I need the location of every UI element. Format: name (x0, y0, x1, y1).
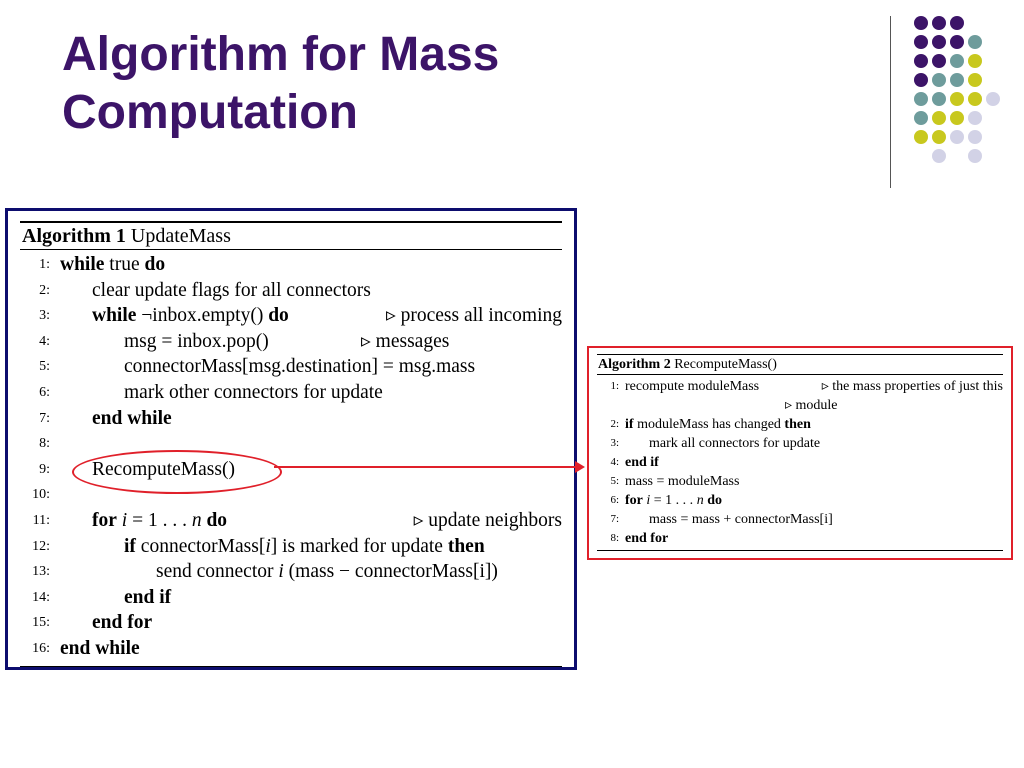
code-line (597, 396, 1003, 415)
code-variable: i (116, 509, 128, 531)
code-line (20, 636, 562, 662)
code-line (20, 508, 562, 534)
line-number: 3: (610, 437, 619, 449)
keyword: then (447, 535, 485, 557)
decor-dot (968, 35, 982, 49)
line-number: 4: (610, 456, 619, 468)
keyword: while (60, 254, 105, 275)
keyword: do (703, 493, 722, 508)
code-line (597, 453, 1003, 472)
code-text: moduleMass has changed (633, 417, 785, 432)
code-comment: ▹ messages (361, 330, 450, 352)
line-number: 10: (32, 487, 50, 503)
code-line (597, 415, 1003, 434)
highlight-arrow-line (274, 466, 576, 468)
slide-title-line-2: Computation (62, 86, 358, 139)
keyword: end if (124, 586, 172, 608)
decor-dot (914, 130, 928, 144)
code-variable: n (191, 509, 202, 531)
decor-dot (932, 54, 946, 68)
code-line (597, 491, 1003, 510)
keyword: end for (92, 612, 153, 634)
highlight-oval (72, 450, 282, 494)
algorithm-1-name: UpdateMass (130, 225, 231, 247)
keyword: end while (60, 637, 140, 659)
decor-dot (968, 54, 982, 68)
decor-dot (950, 35, 964, 49)
decor-dot (986, 92, 1000, 106)
keyword: end for (625, 531, 669, 546)
decor-dot (914, 73, 928, 87)
line-number: 8: (610, 532, 619, 544)
code-line (20, 354, 562, 380)
line-number: 6: (39, 384, 50, 400)
slide-title-line-1: Algorithm for Mass (62, 28, 500, 81)
code-line (20, 303, 562, 329)
arrow-head-icon (575, 461, 585, 473)
algorithm-1-box (5, 208, 577, 670)
code-comment: ▹ module (785, 398, 838, 413)
line-number: 7: (610, 513, 619, 525)
decor-dot (950, 92, 964, 106)
code-line (20, 559, 562, 585)
keyword: do (144, 254, 166, 275)
algorithm-2-lines (597, 377, 1003, 548)
code-text: mark all connectors for update (649, 436, 821, 451)
code-text: connectorMass[msg.destination] = msg.mass (124, 356, 476, 378)
keyword: do (201, 509, 228, 531)
decor-dot (932, 73, 946, 87)
keyword: while (92, 305, 137, 327)
decor-dot (968, 73, 982, 87)
keyword: for (625, 493, 643, 508)
line-number: 2: (39, 282, 50, 298)
decor-dot (914, 54, 928, 68)
keyword: then (784, 417, 811, 432)
decor-dot (968, 149, 982, 163)
keyword: if (625, 417, 634, 432)
line-number: 1: (39, 257, 50, 272)
code-text: clear update flags for all connectors (92, 279, 371, 301)
algorithm-2-header-rule (597, 374, 1003, 375)
line-number: 5: (39, 359, 50, 375)
code-line (20, 252, 562, 278)
decor-dot (950, 54, 964, 68)
code-variable: i (265, 535, 271, 557)
code-variable: n (696, 493, 704, 508)
decor-dot (968, 92, 982, 106)
decor-vertical-rule (890, 16, 891, 188)
code-line (20, 278, 562, 304)
line-number: 4: (39, 333, 50, 349)
algorithm-2-box (587, 346, 1013, 560)
algorithm-1-header (20, 223, 562, 249)
code-line (597, 472, 1003, 491)
algorithm-2-bottom-rule (597, 550, 1003, 551)
code-text: send connector (156, 561, 279, 583)
line-number: 11: (32, 512, 50, 528)
keyword: end if (625, 455, 659, 470)
line-number: 6: (610, 494, 619, 506)
line-number: 7: (39, 410, 50, 426)
decor-dot (950, 73, 964, 87)
keyword: if (124, 535, 136, 557)
decor-dot (950, 130, 964, 144)
decor-dot (932, 35, 946, 49)
decor-dot (914, 35, 928, 49)
code-variable: i (642, 493, 651, 508)
decor-dot (914, 111, 928, 125)
code-text: ] is marked for update (270, 535, 448, 557)
code-comment: ▹ update neighbors (413, 509, 562, 531)
algorithm-2-name: RecomputeMass() (674, 357, 777, 372)
decor-dot (932, 16, 946, 30)
code-text: mark other connectors for update (124, 381, 383, 403)
code-text: mass = moduleMass (625, 474, 740, 489)
line-number: 2: (610, 418, 619, 430)
algorithm-2-header (597, 355, 1003, 374)
code-text: (mass − connectorMass[i]) (283, 561, 498, 583)
code-text: recompute moduleMass (625, 379, 760, 394)
code-line (20, 380, 562, 406)
decor-dot (950, 16, 964, 30)
code-line (20, 534, 562, 560)
line-number: 8: (39, 436, 50, 452)
algorithm-1-label: Algorithm 1 (22, 225, 126, 247)
code-text: connectorMass[ (135, 535, 266, 557)
line-number: 3: (39, 308, 50, 324)
code-text: msg = inbox.pop() (124, 330, 269, 352)
keyword: end while (92, 407, 172, 429)
code-line (597, 434, 1003, 453)
decor-dot (932, 92, 946, 106)
line-number: 16: (32, 640, 50, 656)
code-line (20, 610, 562, 636)
line-number: 9: (39, 461, 50, 477)
keyword: do (268, 305, 289, 327)
algorithm-2-label: Algorithm 2 (598, 357, 671, 372)
decor-dot (968, 130, 982, 144)
code-line (20, 329, 562, 355)
line-number: 13: (32, 564, 50, 580)
decor-dot (914, 16, 928, 30)
code-line (597, 529, 1003, 548)
code-line (597, 510, 1003, 529)
line-number: 14: (32, 589, 50, 605)
code-comment: ▹ the mass properties of just this (821, 379, 1003, 394)
decor-dot (932, 130, 946, 144)
code-text: mass = mass + connectorMass[i] (649, 512, 833, 527)
keyword: for (92, 509, 117, 531)
code-line (20, 585, 562, 611)
line-number: 5: (610, 475, 619, 487)
algorithm-1-header-rule (20, 249, 562, 250)
code-text: ¬inbox.empty() (136, 305, 269, 327)
code-line (20, 406, 562, 432)
line-number: 1: (610, 380, 619, 392)
decor-dot (968, 111, 982, 125)
decor-dot (950, 111, 964, 125)
algorithm-1-bottom-rule (20, 666, 562, 667)
decor-dot (932, 149, 946, 163)
recompute-mass-call: RecomputeMass() (92, 458, 235, 480)
line-number: 12: (32, 538, 50, 554)
decor-dot (914, 92, 928, 106)
code-text: = 1 . . . (127, 509, 192, 531)
slide-title (62, 26, 499, 142)
code-variable: i (278, 561, 284, 583)
code-line (597, 377, 1003, 396)
code-text: true (104, 254, 145, 275)
decor-dot (932, 111, 946, 125)
code-text: = 1 . . . (650, 493, 697, 508)
code-line (20, 431, 562, 457)
code-comment: ▹ process all incoming (385, 305, 562, 327)
line-number: 15: (32, 615, 50, 631)
